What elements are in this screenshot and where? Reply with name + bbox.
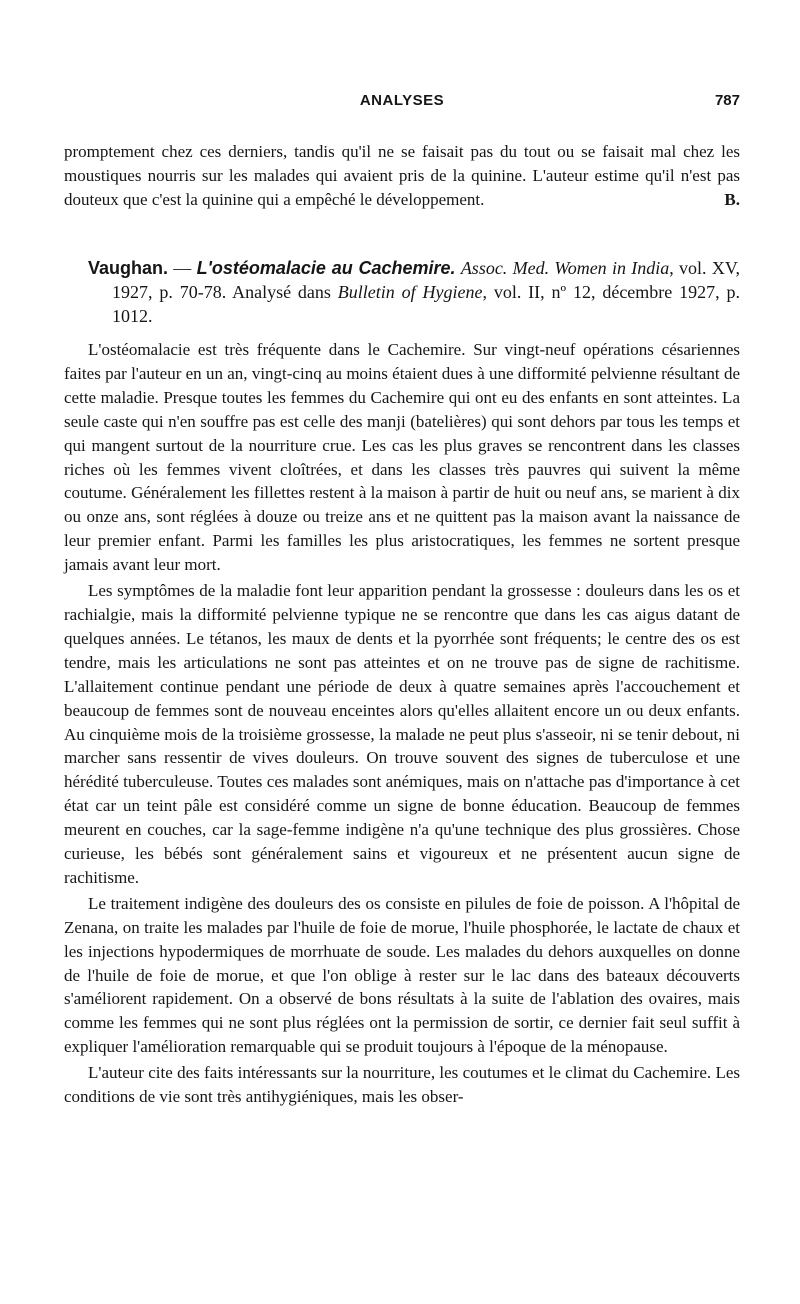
reference-journal: Assoc. Med. Women in India	[460, 258, 670, 278]
running-head: ANALYSES	[359, 92, 445, 109]
page-header	[64, 92, 740, 114]
reference-bulletin: Bulletin of Hygiene	[337, 282, 483, 302]
reference-dash: —	[168, 258, 197, 278]
reference-title: L'ostéomalacie au Cachemire.	[196, 258, 456, 278]
intro-text	[64, 140, 740, 212]
reference-citation	[88, 256, 740, 328]
page-number: 787	[714, 92, 740, 109]
signature: B.	[724, 189, 740, 209]
reference-details-2: , vol. II, nº 12, décembre 1927, p. 1012.	[112, 282, 740, 326]
article-body	[64, 338, 740, 1109]
body-paragraph-1: L'ostéomalacie est très fréquente dans le Cachemire. Sur vingt-neuf opérations césariennes faites par l'auteur en un an, vingt-cinq au moins étaient dues à une difformité pelvienne résultant de cette maladie. Presque toutes les femmes du Cachemire qui ont eu des enfants en sont atteintes. La seule caste qui n'en souffre pas est celle des manji (batelières) qui sont dehors par tous les temps et qui mangent surtout de la nourriture crue. Les cas les plus graves se rencontrent dans les classes riches où les femmes vivent cloîtrées, et dans les classes très pauvres qui suivent la même coutume. Généralement les fillettes restent à la maison à partir de huit ou neuf ans, se marient à dix ou onze ans, sont réglées à douze ou treize ans et ne quittent pas la maison avant la naissance de leur premier enfant. Parmi les familles les plus aristocratiques, les femmes ne sortent presque jamais avant leur mort.	[64, 340, 740, 575]
body-paragraph-3: Le traitement indigène des douleurs des os consiste en pilules de foie de poisson. A l'hôpital de Zenana, on traite les malades par l'huile de foie de morue, l'huile phosphorée, le lactate de chaux et les injections hypodermiques de morrhuate de soude. Les malades du dehors auxquelles on donne de l'huile de foie de morue, et que l'on oblige à rester sur le lac dans des bateaux découverts s'améliorent rapidement. On a observé de bons résultats à la suite de l'ablation des ovaires, mais comme les femmes qui ne sont plus réglées ont la permission de sortir, ce dernier fait seul suffit à expliquer l'amélioration remarquable qui se produit toujours à l'époque de la ménopause.	[64, 893, 740, 1057]
intro-paragraph	[64, 140, 740, 212]
intro-body: promptement chez ces derniers, tandis qu'il ne se faisait pas du tout ou se faisait mal chez les moustiques nourris sur les malades qui avaient pris de la quinine. L'auteur estime qu'il n'est pas douteux que c'est la quinine qui a empêché le développement.	[64, 142, 740, 209]
reference-author: Vaughan.	[88, 258, 169, 278]
reference-details: , vol. XV, 1927, p. 70-78. Analysé dans	[112, 258, 740, 302]
reference-line	[88, 256, 740, 328]
body-paragraph-2: Les symptômes de la maladie font leur apparition pendant la grossesse : douleurs dans les os et rachialgie, mais la difformité pelvienne typique ne se rencontre que dans les cas aigus datant de quelques années. Le tétanos, les maux de dents et la pyorrhée sont fréquents; le centre des os est tendre, mais les articulations ne sont pas atteintes et on ne trouve pas de signe de rachitisme. L'allaitement continue pendant une période de deux à quatre semaines après l'accouchement et beaucoup de femmes sont de nouveau enceintes alors qu'elles allaitent encore un ou deux enfants. Au cinquième mois de la troisième grossesse, la malade ne peut plus s'asseoir, ni se tenir debout, ni marcher sans ressentir de vives douleurs. On trouve souvent des signes de tuberculose et une hérédité tuberculeuse. Toutes ces malades sont anémiques, mais on n'attache pas d'importance à cet état car un teint pâle est considéré comme un signe de bonne éducation. Beaucoup de femmes meurent en couches, car la sage-femme indigène n'a qu'une technique des plus grossières. Chose curieuse, les bébés sont généralement sains et vigoureux et ne présentent aucun signe de rachitisme.	[64, 581, 740, 887]
body-paragraph-4: L'auteur cite des faits intéressants sur la nourriture, les coutumes et le climat du Cachemire. Les conditions de vie sont très antihygiéniques, mais les obser-	[64, 1063, 740, 1107]
